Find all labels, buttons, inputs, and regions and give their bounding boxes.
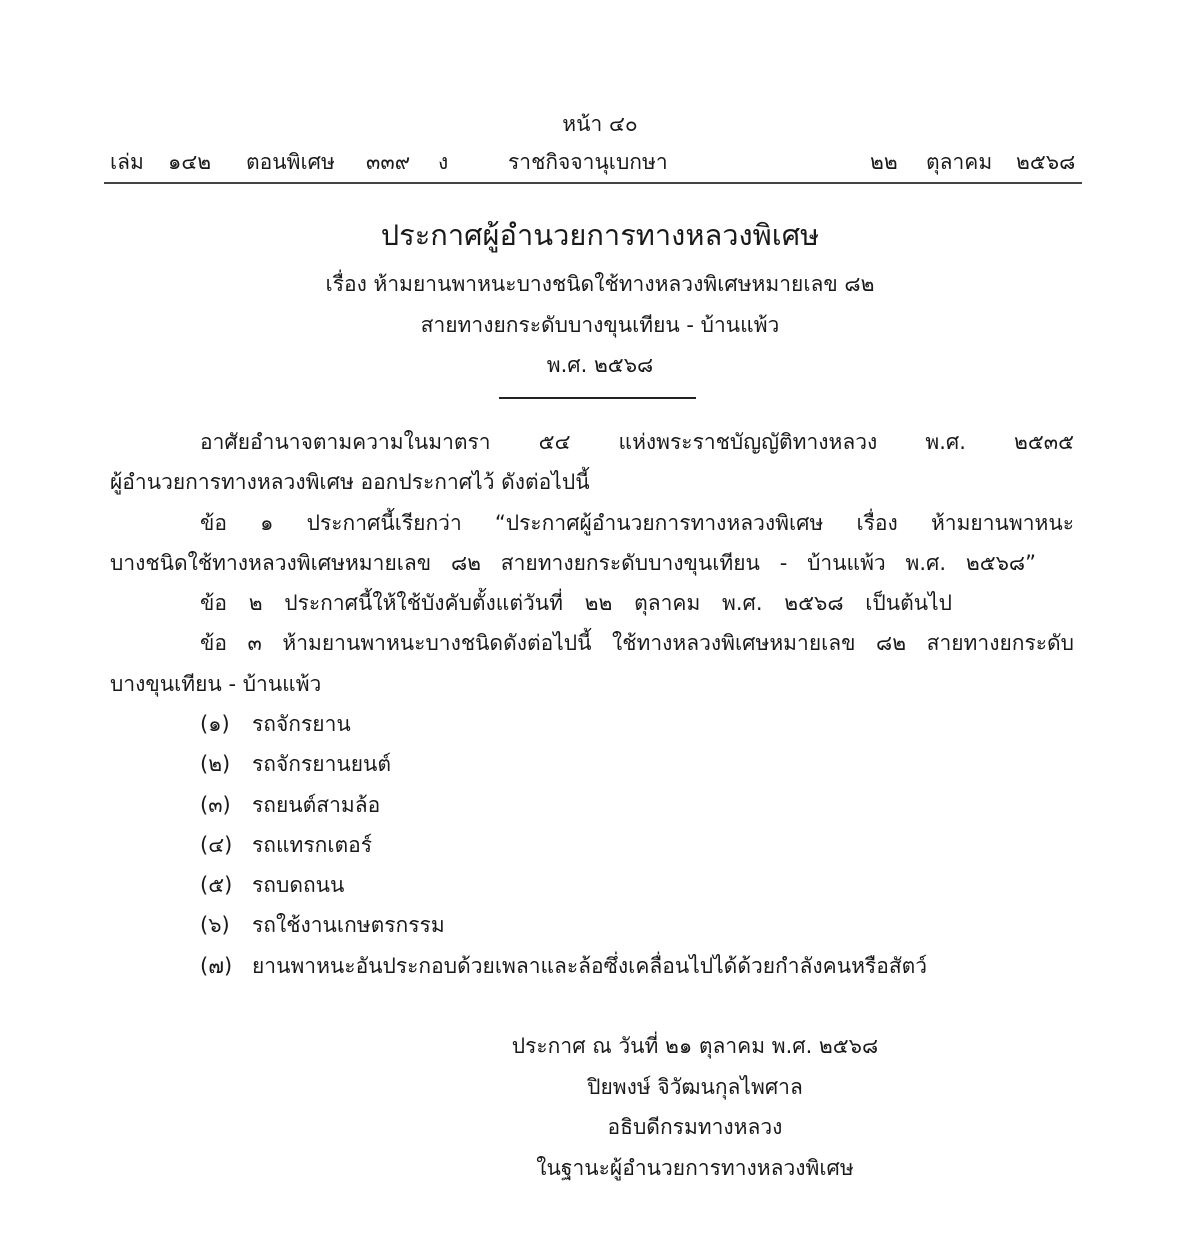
- list-item-number: (๕): [200, 873, 233, 897]
- announcement-year: พ.ศ. ๒๕๖๘: [546, 353, 654, 377]
- section-letter: ง: [438, 150, 449, 174]
- list-item: รถแทรกเตอร์: [252, 833, 373, 857]
- clause-3-line-2: บางขุนเทียน - บ้านแพ้ว: [110, 672, 322, 696]
- list-item: ยานพาหนะอันประกอบด้วยเพลาและล้อซึ่งเคลื่อนไปได้ด้วยกำลังคนหรือสัตว์: [252, 954, 928, 978]
- list-item-number: (๗): [200, 954, 233, 978]
- signatory-position: อธิบดีกรมทางหลวง: [607, 1115, 783, 1139]
- subject-line-2: สายทางยกระดับบางขุนเทียน - บ้านแพ้ว: [420, 313, 780, 337]
- clause-3-line-1: ข้อ ๓ ห้ามยานพาหนะบางชนิดดังต่อไปนี้ ใช้ทางหลวงพิเศษหมายเลข ๘๒ สายทางยกระดับ: [200, 631, 1074, 655]
- volume-label: เล่ม: [110, 150, 144, 174]
- volume-number: ๑๔๒: [168, 150, 212, 174]
- list-item-number: (๑): [200, 712, 230, 736]
- clause-1-line-2: บางชนิดใช้ทางหลวงพิเศษหมายเลข ๘๒ สายทางยกระดับบางขุนเทียน - บ้านแพ้ว พ.ศ. ๒๕๖๘”: [110, 551, 1036, 575]
- header-date-year: ๒๕๖๘: [1016, 150, 1076, 174]
- preamble-line-2: ผู้อำนวยการทางหลวงพิเศษ ออกประกาศไว้ ดังต่อไปนี้: [110, 470, 590, 494]
- header-rule: [104, 182, 1082, 184]
- clause-2: ข้อ ๒ ประกาศนี้ให้ใช้บังคับตั้งแต่วันที่ ๒๒ ตุลาคม พ.ศ. ๒๕๖๘ เป็นต้นไป: [200, 591, 952, 615]
- list-item-number: (๓): [200, 793, 231, 817]
- signature-date-line: ประกาศ ณ วันที่ ๒๑ ตุลาคม พ.ศ. ๒๕๖๘: [511, 1034, 879, 1058]
- list-item-number: (๒): [200, 752, 231, 776]
- list-item-number: (๔): [200, 833, 233, 857]
- header-date-day: ๒๒: [870, 150, 898, 174]
- issue-label: ตอนพิเศษ: [246, 150, 335, 174]
- publication-name: ราชกิจจานุเบกษา: [508, 150, 668, 174]
- title-divider: [499, 397, 696, 399]
- issue-number: ๓๓๙: [366, 150, 411, 174]
- clause-1-line-1: ข้อ ๑ ประกาศนี้เรียกว่า “ประกาศผู้อำนวยการทางหลวงพิเศษ เรื่อง ห้ามยานพาหนะ: [200, 511, 1074, 535]
- page-number: หน้า ๔๐: [562, 112, 638, 136]
- header-date-month: ตุลาคม: [926, 150, 993, 174]
- list-item: รถจักรยานยนต์: [252, 752, 392, 776]
- preamble-line-1: อาศัยอำนาจตามความในมาตรา ๕๔ แห่งพระราชบัญญัติทางหลวง พ.ศ. ๒๕๓๕: [200, 430, 1074, 454]
- subject-line-1: เรื่อง ห้ามยานพาหนะบางชนิดใช้ทางหลวงพิเศษหมายเลข ๘๒: [325, 272, 875, 296]
- announcement-title: ประกาศผู้อำนวยการทางหลวงพิเศษ: [380, 218, 820, 252]
- list-item-number: (๖): [200, 913, 230, 937]
- signatory-capacity: ในฐานะผู้อำนวยการทางหลวงพิเศษ: [536, 1156, 854, 1180]
- list-item: รถยนต์สามล้อ: [252, 793, 381, 817]
- list-item: รถบดถนน: [252, 873, 345, 897]
- list-item: รถใช้งานเกษตรกรรม: [252, 913, 445, 937]
- list-item: รถจักรยาน: [252, 712, 351, 736]
- signatory-name: ปิยพงษ์ จิวัฒนกุลไพศาล: [587, 1075, 803, 1099]
